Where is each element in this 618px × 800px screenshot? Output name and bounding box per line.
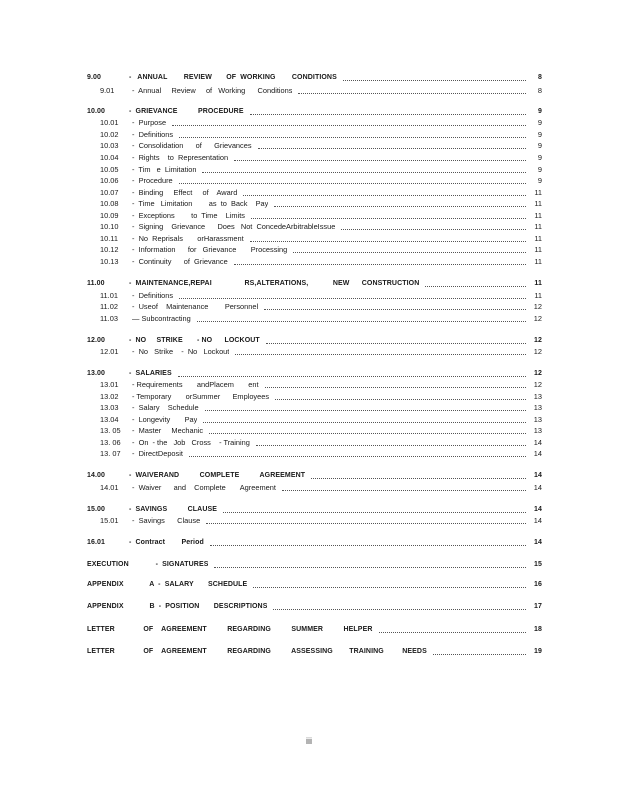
toc-entry-number: 12.00: [87, 337, 106, 344]
dot-leader: [251, 218, 526, 219]
toc-entry-number: 13.00: [87, 370, 106, 377]
toc-entry-title: - Binding Effect of Award: [132, 188, 238, 197]
toc-entry-number: 13.02: [100, 392, 119, 401]
toc-entry-page: 15: [534, 561, 542, 568]
toc-section-heading: [87, 560, 542, 570]
toc-subsection-entry: [87, 392, 542, 402]
toc-subsection-entry: [87, 141, 542, 151]
toc-subsection-entry: [87, 245, 542, 255]
toc-entry-page: 12: [533, 380, 542, 389]
toc-section-heading: [87, 580, 542, 590]
toc-entry-number: EXECUTION: [87, 561, 129, 568]
toc-entry-title: - Master Mechanic: [132, 426, 204, 435]
toc-subsection-entry: [87, 222, 542, 232]
toc-entry-page: 11: [534, 280, 542, 287]
toc-entry-number: 14.00: [87, 472, 106, 479]
toc-entry-title: A - SALARY SCHEDULE: [129, 581, 248, 588]
dot-leader: [214, 567, 526, 568]
dot-leader: [258, 148, 526, 149]
toc-entry-title: - Purpose: [132, 118, 167, 127]
toc-subsection-entry: [87, 483, 542, 493]
toc-entry-number: 11.02: [100, 302, 118, 311]
toc-entry-title: - Rights to Representation: [132, 153, 229, 162]
toc-entry-page: 13: [533, 392, 542, 401]
toc-subsection-entry: [87, 516, 542, 526]
toc-section-heading: [87, 505, 542, 515]
toc-entry-title: - Annual Review of Working Conditions: [132, 86, 293, 95]
dot-leader: [206, 523, 526, 524]
toc-entry-title: - MAINTENANCE,REPAI RS,ALTERATIONS, NEW CONSTRUCTION: [129, 280, 420, 287]
toc-entry-title: - Requirements andPlacem ent: [132, 380, 259, 389]
dot-leader: [293, 252, 526, 253]
toc-entry-number: 10.02: [100, 130, 119, 139]
dot-leader: [379, 632, 526, 633]
dot-leader: [178, 376, 526, 377]
toc-subsection-entry: [87, 118, 542, 128]
toc-entry-title: - SAVINGS CLAUSE: [129, 506, 218, 513]
dot-leader: [234, 160, 526, 161]
toc-entry-page: 11: [534, 291, 542, 300]
toc-section-heading: [87, 336, 542, 346]
toc-entry-number: 10.13: [100, 257, 119, 266]
toc-entry-title: - WAIVERAND COMPLETE AGREEMENT: [129, 472, 306, 479]
toc-subsection-entry: [87, 403, 542, 413]
toc-entry-number: 15.01: [100, 516, 119, 525]
dot-leader: [179, 137, 526, 138]
toc-entry-page: 9: [537, 141, 542, 150]
toc-subsection-entry: [87, 347, 542, 357]
toc-subsection-entry: [87, 86, 542, 96]
toc-entry-number: 13.04: [100, 415, 119, 424]
toc-subsection-entry: [87, 234, 542, 244]
toc-entry-page: 9: [538, 108, 542, 115]
toc-entry-number: 10.11: [100, 234, 118, 243]
toc-entry-title: - On - the Job Cross - Training: [132, 438, 250, 447]
toc-entry-number: 10.12: [100, 245, 119, 254]
toc-entry-title: - GRIEVANCE PROCEDURE: [129, 108, 244, 115]
dot-leader: [250, 241, 526, 242]
toc-subsection-entry: [87, 302, 542, 312]
toc-entry-page: 14: [534, 506, 542, 513]
dot-leader: [223, 512, 526, 513]
toc-entry-page: 11: [534, 257, 542, 266]
toc-entry-title: - No Strike - No Lockout: [132, 347, 230, 356]
toc-entry-number: APPENDIX: [87, 581, 124, 588]
toc-entry-title: - Definitions: [132, 130, 174, 139]
dot-leader: [264, 309, 526, 310]
toc-entry-number: 13. 05: [100, 426, 121, 435]
toc-entry-number: 13. 06: [100, 438, 121, 447]
toc-entry-page: 9: [537, 130, 542, 139]
toc-entry-title: - No Reprisals orHarassment: [132, 234, 244, 243]
toc-entry-page: 12: [534, 337, 542, 344]
toc-subsection-entry: [87, 199, 542, 209]
dot-leader: [243, 195, 526, 196]
dot-leader: [282, 490, 526, 491]
dot-leader: [234, 264, 526, 265]
dot-leader: [209, 433, 526, 434]
toc-entry-number: 14.01: [100, 483, 119, 492]
toc-entry-number: 9.01: [100, 86, 115, 95]
dot-leader: [311, 478, 526, 479]
toc-entry-title: - Information for Grievance Processing: [132, 245, 288, 254]
toc-subsection-entry: [87, 415, 542, 425]
toc-subsection-entry: [87, 176, 542, 186]
dot-leader: [298, 93, 526, 94]
toc-section-heading: [87, 625, 542, 635]
toc-entry-page: 8: [538, 74, 542, 81]
toc-entry-title: — Subcontracting: [132, 314, 191, 323]
toc-entry-title: - Contract Period: [129, 539, 204, 546]
toc-entry-title: - Longevity Pay: [132, 415, 198, 424]
toc-entry-title: B - POSITION DESCRIPTIONS: [129, 603, 268, 610]
toc-subsection-entry: [87, 165, 542, 175]
toc-section-heading: [87, 369, 542, 379]
page-number-footer: iii: [306, 736, 312, 746]
toc-entry-number: 12.01: [100, 347, 119, 356]
toc-entry-title: - Tim e Limitation: [132, 165, 197, 174]
dot-leader: [341, 229, 526, 230]
toc-entry-number: LETTER: [87, 626, 115, 633]
toc-entry-page: 9: [537, 165, 542, 174]
toc-entry-number: 11.03: [100, 314, 118, 323]
dot-leader: [210, 545, 526, 546]
toc-entry-title: - Exceptions to Time Limits: [132, 211, 245, 220]
dot-leader: [253, 587, 526, 588]
toc-entry-page: 12: [534, 370, 542, 377]
toc-entry-title: - Waiver and Complete Agreement: [132, 483, 276, 492]
toc-entry-page: 12: [533, 302, 542, 311]
toc-entry-number: 10.04: [100, 153, 119, 162]
toc-entry-title: OF AGREEMENT REGARDING SUMMER HELPER: [129, 626, 373, 633]
dot-leader: [197, 321, 526, 322]
toc-entry-number: 13.03: [100, 403, 119, 412]
toc-entry-page: 14: [533, 483, 542, 492]
toc-entry-number: 10.10: [100, 222, 119, 231]
toc-section-heading: [87, 647, 542, 657]
toc-subsection-entry: [87, 153, 542, 163]
toc-entry-number: 10.03: [100, 141, 119, 150]
toc-entry-page: 13: [533, 426, 542, 435]
toc-entry-page: 8: [537, 86, 542, 95]
toc-subsection-entry: [87, 380, 542, 390]
toc-section-heading: [87, 471, 542, 481]
toc-entry-number: 13. 07: [100, 449, 121, 458]
toc-subsection-entry: [87, 257, 542, 267]
toc-subsection-entry: [87, 130, 542, 140]
toc-subsection-entry: [87, 314, 542, 324]
toc-subsection-entry: [87, 438, 542, 448]
toc-entry-page: 14: [534, 472, 542, 479]
toc-entry-title: - Salary Schedule: [132, 403, 199, 412]
toc-entry-page: 17: [534, 603, 542, 610]
toc-entry-number: 15.00: [87, 506, 106, 513]
toc-entry-number: 10.09: [100, 211, 119, 220]
toc-entry-title: - Temporary orSummer Employees: [132, 392, 270, 401]
toc-entry-number: 11.01: [100, 291, 118, 300]
toc-entry-title: - ANNUAL REVIEW OF WORKING CONDITIONS: [129, 74, 337, 81]
dot-leader: [275, 399, 526, 400]
toc-entry-page: 18: [534, 626, 542, 633]
dot-leader: [179, 183, 526, 184]
toc-entry-title: - DirectDeposit: [132, 449, 183, 458]
toc-entry-title: - Consolidation of Grievances: [132, 141, 252, 150]
toc-entry-page: 13: [533, 415, 542, 424]
toc-entry-page: 11: [534, 199, 542, 208]
toc-entry-title: - Definitions: [132, 291, 174, 300]
toc-subsection-entry: [87, 291, 542, 301]
toc-entry-number: 10.07: [100, 188, 119, 197]
toc-section-heading: [87, 107, 542, 117]
toc-entry-title: - Continuity of Grievance: [132, 257, 228, 266]
toc-entry-title: - SALARIES: [129, 370, 172, 377]
toc-entry-number: 10.00: [87, 108, 106, 115]
toc-entry-number: 10.06: [100, 176, 119, 185]
toc-entry-page: 11: [534, 211, 542, 220]
toc-entry-title: OF AGREEMENT REGARDING ASSESSING TRAINING NEEDS: [129, 648, 427, 655]
toc-section-heading: [87, 73, 542, 83]
dot-leader: [202, 172, 526, 173]
toc-entry-number: 13.01: [100, 380, 119, 389]
toc-subsection-entry: [87, 211, 542, 221]
toc-entry-number: LETTER: [87, 648, 115, 655]
toc-entry-title: - Time Limitation as to Back Pay: [132, 199, 269, 208]
dot-leader: [266, 343, 526, 344]
dot-leader: [172, 125, 526, 126]
dot-leader: [205, 410, 526, 411]
dot-leader: [433, 654, 526, 655]
toc-entry-number: APPENDIX: [87, 603, 124, 610]
dot-leader: [189, 456, 526, 457]
toc-entry-page: 13: [533, 403, 542, 412]
dot-leader: [343, 80, 526, 81]
dot-leader: [265, 387, 526, 388]
toc-entry-page: 14: [534, 539, 542, 546]
toc-entry-page: 14: [533, 449, 542, 458]
toc-section-heading: [87, 279, 542, 289]
dot-leader: [256, 445, 526, 446]
dot-leader: [425, 286, 526, 287]
toc-entry-number: 11.00: [87, 280, 105, 287]
toc-entry-page: 11: [534, 222, 542, 231]
toc-subsection-entry: [87, 449, 542, 459]
toc-subsection-entry: [87, 426, 542, 436]
toc-entry-page: 19: [534, 648, 542, 655]
dot-leader: [235, 354, 526, 355]
toc-entry-page: 11: [534, 188, 542, 197]
toc-entry-title: - Procedure: [132, 176, 173, 185]
toc-entry-page: 14: [533, 438, 542, 447]
dot-leader: [203, 422, 526, 423]
toc-entry-page: 16: [534, 581, 542, 588]
toc-entry-title: - Useof Maintenance Personnel: [132, 302, 259, 311]
dot-leader: [273, 609, 526, 610]
toc-entry-page: 12: [533, 314, 542, 323]
toc-entry-page: 9: [537, 118, 542, 127]
dot-leader: [179, 298, 526, 299]
toc-entry-page: 11: [534, 234, 542, 243]
toc-entry-number: 10.05: [100, 165, 119, 174]
dot-leader: [274, 206, 526, 207]
toc-entry-number: 16.01: [87, 539, 106, 546]
toc-entry-page: 11: [534, 245, 542, 254]
toc-entry-number: 9.00: [87, 74, 102, 81]
toc-entry-page: 12: [533, 347, 542, 356]
toc-entry-title: - Savings Clause: [132, 516, 201, 525]
toc-entry-title: - SIGNATURES: [129, 561, 209, 568]
toc-entry-title: - NO STRIKE - NO LOCKOUT: [129, 337, 260, 344]
toc-section-heading: [87, 602, 542, 612]
toc-entry-title: - Signing Grievance Does Not ConcedeArbitrableIssue: [132, 222, 336, 231]
toc-entry-page: 9: [537, 176, 542, 185]
toc-entry-page: 9: [537, 153, 542, 162]
toc-entry-page: 14: [533, 516, 542, 525]
toc-entry-number: 10.08: [100, 199, 119, 208]
toc-entry-number: 10.01: [100, 118, 119, 127]
dot-leader: [250, 114, 526, 115]
toc-section-heading: [87, 538, 542, 548]
toc-subsection-entry: [87, 188, 542, 198]
